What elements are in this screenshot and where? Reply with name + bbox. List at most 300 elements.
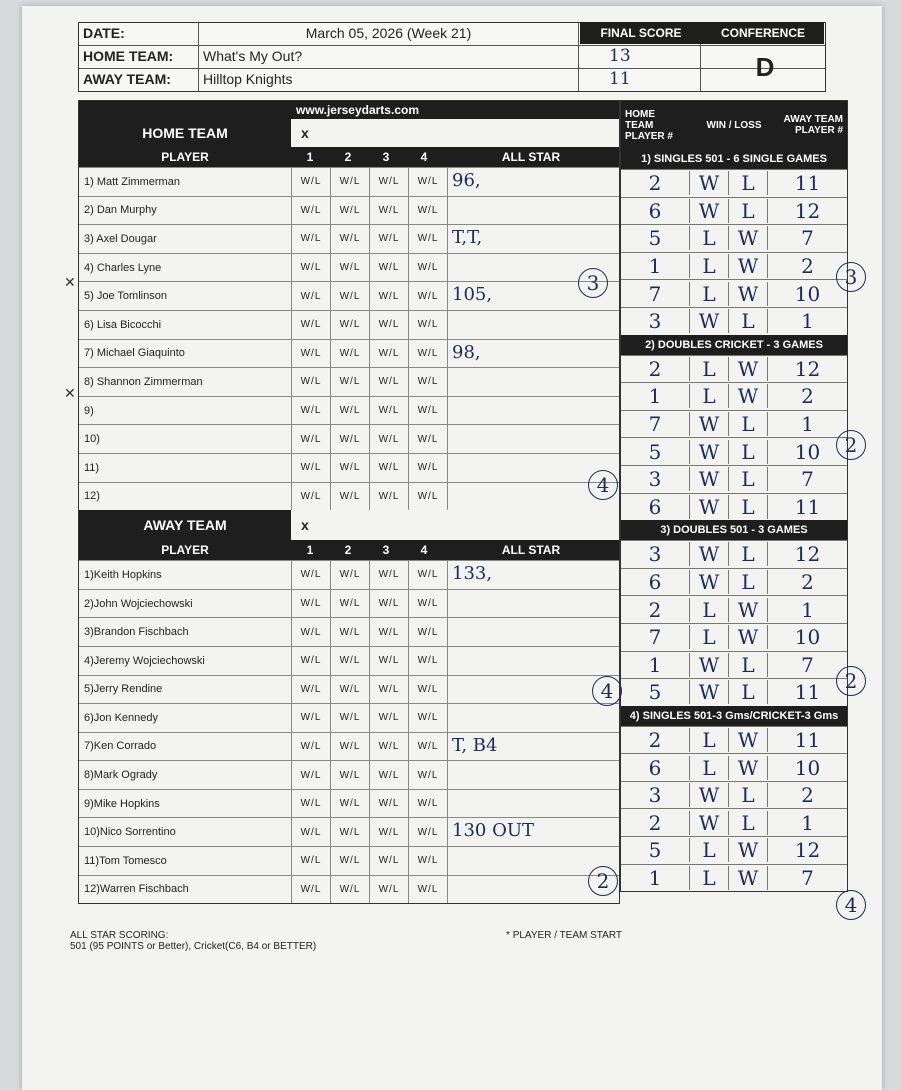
game-result-cell: W/L <box>369 197 408 225</box>
game-result-cell: W/L <box>330 368 369 396</box>
player-name: 10)Nico Sorrentino <box>84 826 176 839</box>
away-subtotal-2: 2 <box>588 866 618 896</box>
date-label: DATE: <box>79 23 199 45</box>
match-cell: 1 <box>648 254 662 279</box>
match-cell: L <box>689 282 728 306</box>
match-cell: W <box>728 625 767 649</box>
game-result-cell: W/L <box>369 168 408 196</box>
game-result-cell: W/L <box>408 397 447 425</box>
match-cell: 10 <box>767 756 847 780</box>
matches-panel <box>620 100 848 892</box>
match-row <box>621 651 847 679</box>
game-result-cell: W/L <box>330 818 369 846</box>
match-row <box>621 540 847 568</box>
away-game-col-3: 3 <box>382 543 390 558</box>
match-cell: L <box>728 783 767 807</box>
game-result-cell: W/L <box>291 282 330 310</box>
match-cell: 7 <box>648 625 662 650</box>
game-result-cell: W/L <box>330 704 369 732</box>
match-row <box>621 595 847 623</box>
head-win-loss: WIN / LOSS <box>706 119 762 131</box>
match-cell: 2 <box>767 783 847 807</box>
game-result-cell: W/L <box>369 733 408 761</box>
player-name: 3)Brandon Fischbach <box>84 626 189 639</box>
game-result-cell: W/L <box>408 454 447 482</box>
game-result-cell: W/L <box>369 876 408 904</box>
match-cell: 10 <box>767 282 847 306</box>
all-star-entry: 130 OUT <box>447 818 619 846</box>
match-cell: 1 <box>767 309 847 333</box>
match-cell: 12 <box>767 199 847 223</box>
all-star-entry <box>447 590 619 618</box>
game-result-cell: W/L <box>291 168 330 196</box>
game-result-cell: W/L <box>291 397 330 425</box>
all-star-entry: T,T, <box>447 225 619 253</box>
game-result-cell: W/L <box>369 483 408 511</box>
game-result-cell: W/L <box>408 676 447 704</box>
away-player-col-label: PLAYER <box>161 543 209 558</box>
match-row <box>621 623 847 651</box>
match-cell: 7 <box>767 653 847 677</box>
match-cell: 5 <box>648 226 662 251</box>
match-row <box>621 410 847 438</box>
player-name: 2)John Wojciechowski <box>84 597 193 610</box>
game-result-cell: W/L <box>330 761 369 789</box>
match-cell: W <box>689 570 728 594</box>
away-player-row <box>79 589 619 618</box>
game-result-cell: W/L <box>291 876 330 904</box>
player-name: 11) <box>84 461 100 474</box>
home-player-row <box>79 253 619 282</box>
match-row <box>621 279 847 307</box>
home-subtotal-2: 4 <box>588 470 618 500</box>
game-result-cell: W/L <box>408 876 447 904</box>
match-cell: W <box>728 838 767 862</box>
game-result-cell: W/L <box>369 847 408 875</box>
all-star-entry <box>447 425 619 453</box>
game-result-cell: W/L <box>291 483 330 511</box>
away-player-row <box>79 560 619 589</box>
game-result-cell: W/L <box>408 282 447 310</box>
home-player-row <box>79 396 619 425</box>
home-player-row <box>79 482 619 511</box>
home-player-row <box>79 453 619 482</box>
home-player-row <box>79 167 619 196</box>
game-result-cell: W/L <box>291 618 330 646</box>
game-result-cell: W/L <box>369 254 408 282</box>
match-cell: W <box>728 866 767 890</box>
game-result-cell: W/L <box>369 647 408 675</box>
match-cell: 10 <box>767 625 847 649</box>
all-star-entry: 105, <box>447 282 619 310</box>
game-result-cell: W/L <box>408 340 447 368</box>
match-row <box>621 197 847 225</box>
match-row <box>621 493 847 521</box>
home-final-score: 13 <box>579 46 701 68</box>
player-name: 1) Matt Zimmerman <box>84 175 180 188</box>
conference-value: D <box>755 52 775 82</box>
game-result-cell: W/L <box>291 311 330 339</box>
game-result-cell: W/L <box>408 647 447 675</box>
match-cell: L <box>689 728 728 752</box>
player-name: 7) Michael Giaquinto <box>84 347 185 360</box>
home-player-row <box>79 424 619 453</box>
game-result-cell: W/L <box>369 311 408 339</box>
final-score-label: FINAL SCORE <box>600 26 682 40</box>
game-result-cell: W/L <box>330 561 369 589</box>
away-all-star-col-label: ALL STAR <box>501 543 561 558</box>
game-result-cell: W/L <box>291 590 330 618</box>
game-result-cell: W/L <box>408 197 447 225</box>
match-cell: 2 <box>648 727 662 752</box>
match-cell: 11 <box>767 495 847 519</box>
strike-x-mark: ✕ <box>64 274 76 290</box>
match-cell: L <box>728 440 767 464</box>
match-cell: 2 <box>648 356 662 381</box>
match-cell: L <box>689 756 728 780</box>
match-cell: W <box>728 384 767 408</box>
player-name: 8) Shannon Zimmerman <box>84 375 203 388</box>
away-final-score: 11 <box>579 69 701 91</box>
match-cell: 10 <box>767 440 847 464</box>
player-name: 5)Jerry Rendine <box>84 683 163 696</box>
match-cell: L <box>728 309 767 333</box>
match-cell: 1 <box>648 865 662 890</box>
game-result-cell: W/L <box>291 704 330 732</box>
game-result-cell: W/L <box>330 197 369 225</box>
game-result-cell: W/L <box>330 168 369 196</box>
match-cell: L <box>728 542 767 566</box>
game-result-cell: W/L <box>369 561 408 589</box>
conference-label: CONFERENCE <box>720 26 805 40</box>
all-star-scoring-rule: 501 (95 POINTS or Better), Cricket(C6, B4 or BETTER) <box>70 941 317 952</box>
away-game-col-1: 1 <box>306 543 314 558</box>
match-cell: W <box>728 226 767 250</box>
match-cell: 11 <box>767 171 847 195</box>
match-cell: 7 <box>767 226 847 250</box>
away-player-row <box>79 646 619 675</box>
game-result-cell: W/L <box>408 847 447 875</box>
match-cell: L <box>689 357 728 381</box>
game-result-cell: W/L <box>369 425 408 453</box>
game-result-cell: W/L <box>330 733 369 761</box>
game-result-cell: W/L <box>408 761 447 789</box>
game-col-4: 4 <box>420 150 428 164</box>
away-team-title: AWAY TEAM <box>143 517 227 534</box>
match-cell: 2 <box>648 597 662 622</box>
match-cell: W <box>728 728 767 752</box>
match-cell: L <box>728 467 767 491</box>
away-player-row <box>79 732 619 761</box>
player-name: 6)Jon Kennedy <box>84 711 158 724</box>
match-cell: 2 <box>648 171 662 196</box>
all-star-entry <box>447 397 619 425</box>
match-cell: W <box>689 309 728 333</box>
player-name: 11)Tom Tomesco <box>84 854 167 867</box>
match-cell: 2 <box>767 254 847 278</box>
match-cell: 12 <box>767 357 847 381</box>
game-result-cell: W/L <box>330 876 369 904</box>
home-team-title: HOME TEAM <box>142 125 228 141</box>
player-name: 6) Lisa Bicocchi <box>84 318 162 331</box>
match-row <box>621 252 847 280</box>
section-title: 1) SINGLES 501 - 6 SINGLE GAMES <box>621 149 847 169</box>
all-star-entry <box>447 704 619 732</box>
match-row <box>621 169 847 197</box>
game-result-cell: W/L <box>408 225 447 253</box>
date-value: March 05, 2026 (Week 21) <box>199 23 579 45</box>
game-result-cell: W/L <box>291 425 330 453</box>
all-star-entry <box>447 618 619 646</box>
all-star-entry: 98, <box>447 340 619 368</box>
game-result-cell: W/L <box>291 368 330 396</box>
away-player-row <box>79 675 619 704</box>
match-cell: 1 <box>767 598 847 622</box>
home-subtotal-1: 3 <box>578 268 608 298</box>
game-result-cell: W/L <box>369 225 408 253</box>
match-cell: L <box>728 495 767 519</box>
match-row <box>621 568 847 596</box>
game-result-cell: W/L <box>291 847 330 875</box>
game-result-cell: W/L <box>291 254 330 282</box>
away-player-row <box>79 703 619 732</box>
game-result-cell: W/L <box>330 425 369 453</box>
final-score-header <box>580 22 824 44</box>
game-result-cell: W/L <box>369 368 408 396</box>
game-result-cell: W/L <box>408 311 447 339</box>
player-name: 1)Keith Hopkins <box>84 568 162 581</box>
game-result-cell: W/L <box>408 618 447 646</box>
match-sections <box>621 149 847 891</box>
match-row <box>621 781 847 809</box>
game-result-cell: W/L <box>408 790 447 818</box>
match-cell: W <box>689 653 728 677</box>
match-cell: 6 <box>648 570 662 595</box>
player-name: 12)Warren Fischbach <box>84 883 189 896</box>
game-result-cell: W/L <box>330 340 369 368</box>
game-result-cell: W/L <box>369 618 408 646</box>
all-star-scoring-label: ALL STAR SCORING: <box>70 930 169 941</box>
away-subtotal-1: 4 <box>592 676 622 706</box>
game-result-cell: W/L <box>291 225 330 253</box>
game-result-cell: W/L <box>408 818 447 846</box>
match-cell: W <box>689 199 728 223</box>
match-cell: 3 <box>648 783 662 808</box>
home-player-row <box>79 310 619 339</box>
home-captain-signature: x <box>291 119 619 147</box>
game-result-cell: W/L <box>369 818 408 846</box>
player-name: 8)Mark Ogrady <box>84 769 158 782</box>
match-row <box>621 753 847 781</box>
game-result-cell: W/L <box>330 847 369 875</box>
match-cell: 7 <box>767 866 847 890</box>
match-cell: 7 <box>648 281 662 306</box>
game-result-cell: W/L <box>330 483 369 511</box>
match-cell: L <box>689 254 728 278</box>
match-row <box>621 808 847 836</box>
match-cell: W <box>728 357 767 381</box>
match-row <box>621 382 847 410</box>
match-cell: W <box>689 440 728 464</box>
game-result-cell: W/L <box>291 676 330 704</box>
game-result-cell: W/L <box>369 340 408 368</box>
away-player-row <box>79 617 619 646</box>
match-cell: 11 <box>767 728 847 752</box>
away-game-col-4: 4 <box>420 543 428 558</box>
game-result-cell: W/L <box>408 368 447 396</box>
match-cell: 5 <box>648 439 662 464</box>
match-row <box>621 836 847 864</box>
game-result-cell: W/L <box>408 733 447 761</box>
game-result-cell: W/L <box>369 676 408 704</box>
match-cell: 3 <box>648 542 662 567</box>
match-cell: L <box>689 866 728 890</box>
game-result-cell: W/L <box>369 704 408 732</box>
player-name: 2) Dan Murphy <box>84 204 157 217</box>
match-cell: L <box>689 598 728 622</box>
match-row <box>621 355 847 383</box>
game-col-3: 3 <box>382 150 390 164</box>
match-cell: 3 <box>648 309 662 334</box>
game-result-cell: W/L <box>291 561 330 589</box>
match-cell: 7 <box>767 467 847 491</box>
home-player-row <box>79 367 619 396</box>
match-cell: W <box>689 467 728 491</box>
game-result-cell: W/L <box>408 590 447 618</box>
match-cell: 12 <box>767 838 847 862</box>
section-total: 3 <box>836 262 866 292</box>
away-player-list <box>79 560 619 903</box>
player-col-label: PLAYER <box>161 150 209 164</box>
home-player-row <box>79 281 619 310</box>
away-captain-signature: x <box>291 510 619 540</box>
match-cell: W <box>689 783 728 807</box>
match-cell: W <box>689 542 728 566</box>
game-result-cell: W/L <box>408 254 447 282</box>
match-cell: W <box>689 495 728 519</box>
match-cell: 12 <box>767 542 847 566</box>
game-result-cell: W/L <box>330 618 369 646</box>
home-player-row <box>79 339 619 368</box>
match-cell: L <box>689 838 728 862</box>
all-star-entry: 133, <box>447 561 619 589</box>
match-cell: 1 <box>648 384 662 409</box>
section-title: 3) DOUBLES 501 - 3 GAMES <box>621 520 847 540</box>
match-cell: 2 <box>648 810 662 835</box>
all-star-entry <box>447 761 619 789</box>
all-star-entry <box>447 368 619 396</box>
home-player-row <box>79 196 619 225</box>
strike-x-mark: ✕ <box>64 385 76 401</box>
game-result-cell: W/L <box>330 647 369 675</box>
all-star-entry: T, B4 <box>447 733 619 761</box>
match-row <box>621 307 847 335</box>
match-cell: L <box>728 680 767 704</box>
game-result-cell: W/L <box>291 761 330 789</box>
game-result-cell: W/L <box>369 397 408 425</box>
match-cell: W <box>689 171 728 195</box>
match-cell: 1 <box>767 811 847 835</box>
head-away-player: AWAY TEAM PLAYER # <box>783 114 843 136</box>
match-cell: W <box>728 282 767 306</box>
game-result-cell: W/L <box>330 311 369 339</box>
match-cell: L <box>728 653 767 677</box>
game-result-cell: W/L <box>330 254 369 282</box>
away-player-row <box>79 875 619 904</box>
player-name: 9) <box>84 404 94 417</box>
all-star-entry <box>447 311 619 339</box>
section-total: 4 <box>836 890 866 920</box>
game-result-cell: W/L <box>369 454 408 482</box>
match-row <box>621 678 847 706</box>
player-name: 9)Mike Hopkins <box>84 797 160 810</box>
game-result-cell: W/L <box>408 483 447 511</box>
game-result-cell: W/L <box>369 282 408 310</box>
game-result-cell: W/L <box>330 676 369 704</box>
section-title: 2) DOUBLES CRICKET - 3 GAMES <box>621 335 847 355</box>
away-game-col-2: 2 <box>344 543 352 558</box>
match-cell: L <box>728 199 767 223</box>
match-cell: 5 <box>648 680 662 705</box>
match-row <box>621 864 847 892</box>
match-cell: 1 <box>648 652 662 677</box>
match-cell: L <box>689 226 728 250</box>
game-result-cell: W/L <box>291 733 330 761</box>
match-cell: W <box>689 811 728 835</box>
match-row <box>621 726 847 754</box>
match-cell: 2 <box>767 570 847 594</box>
footer <box>70 930 622 952</box>
match-cell: 3 <box>648 467 662 492</box>
game-result-cell: W/L <box>408 168 447 196</box>
player-name: 4)Jeremy Wojciechowski <box>84 654 205 667</box>
home-team-label: HOME TEAM: <box>79 46 199 68</box>
home-player-row <box>79 224 619 253</box>
away-player-row <box>79 789 619 818</box>
game-result-cell: W/L <box>369 590 408 618</box>
all-star-entry <box>447 790 619 818</box>
player-name: 12) <box>84 490 100 503</box>
game-result-cell: W/L <box>291 340 330 368</box>
match-row <box>621 224 847 252</box>
match-cell: W <box>728 254 767 278</box>
away-player-row <box>79 817 619 846</box>
away-column-headers <box>79 540 619 560</box>
away-player-row <box>79 846 619 875</box>
match-cell: 11 <box>767 680 847 704</box>
away-team-value: Hilltop Knights <box>199 69 579 91</box>
game-result-cell: W/L <box>291 454 330 482</box>
match-cell: L <box>728 171 767 195</box>
all-star-entry: 96, <box>447 168 619 196</box>
match-cell: L <box>689 625 728 649</box>
game-result-cell: W/L <box>330 282 369 310</box>
away-player-row <box>79 760 619 789</box>
player-name: 4) Charles Lyne <box>84 261 162 274</box>
match-cell: 6 <box>648 755 662 780</box>
game-col-2: 2 <box>344 150 352 164</box>
game-result-cell: W/L <box>408 561 447 589</box>
match-cell: 7 <box>648 412 662 437</box>
away-team-label: AWAY TEAM: <box>79 69 199 91</box>
match-cell: L <box>728 811 767 835</box>
players-panel <box>78 100 620 904</box>
player-name: 3) Axel Dougar <box>84 232 157 245</box>
game-result-cell: W/L <box>291 790 330 818</box>
match-row <box>621 465 847 493</box>
home-player-list <box>79 167 619 510</box>
game-result-cell: W/L <box>408 704 447 732</box>
